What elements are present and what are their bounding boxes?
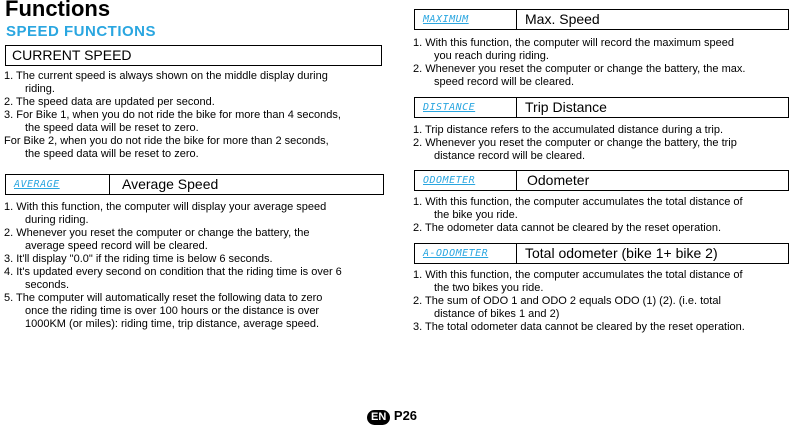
text-line: For Bike 2, when you do not ride the bike for more than 2 seconds,: [4, 135, 329, 147]
text-line: 1. Trip distance refers to the accumulated distance during a trip.: [413, 124, 723, 136]
total-odometer-header-box: [414, 243, 789, 264]
odometer-label: Odometer: [527, 172, 590, 188]
text-line: speed record will be cleared.: [434, 76, 575, 88]
distance-lcd-icon: DISTANCE: [415, 98, 517, 117]
total-odometer-label: Total odometer (bike 1+ bike 2): [525, 245, 718, 261]
text-line: 1. With this function, the computer will record the maximum speed: [413, 37, 734, 49]
trip-distance-header-box: [414, 97, 789, 118]
text-line: 1000KM (or miles): riding time, trip distance, average speed.: [25, 318, 320, 330]
current-speed-label: CURRENT SPEED: [12, 47, 132, 63]
max-speed-label: Max. Speed: [525, 11, 600, 27]
average-speed-header-box: [5, 174, 384, 195]
total-odometer-text: [413, 269, 793, 334]
text-line: 3. It'll display "0.0" if the riding time is below 6 seconds.: [4, 253, 273, 265]
text-line: you reach during riding.: [434, 50, 549, 62]
current-speed-text: [4, 70, 389, 161]
text-line: seconds.: [25, 279, 70, 291]
text-line: 2. Whenever you reset the computer or change the battery, the max.: [413, 63, 746, 75]
text-line: distance of bikes 1 and 2): [434, 308, 560, 320]
text-line: distance record will be cleared.: [434, 150, 586, 162]
text-line: 2. The sum of ODO 1 and ODO 2 equals ODO (1) (2). (i.e. total: [413, 295, 721, 307]
text-line: 1. With this function, the computer accumulates the total distance of: [413, 269, 743, 281]
average-speed-label: Average Speed: [122, 176, 219, 192]
trip-distance-text: [413, 124, 793, 163]
page-number: P26: [393, 408, 418, 423]
text-line: 2. The speed data are updated per second.: [4, 96, 215, 108]
trip-distance-label: Trip Distance: [525, 99, 607, 115]
average-speed-text: [4, 201, 389, 331]
text-line: 3. The total odometer data cannot be cleared by the reset operation.: [413, 321, 745, 333]
text-line: 2. Whenever you reset the computer or change the battery, the trip: [413, 137, 737, 149]
text-line: average speed record will be cleared.: [25, 240, 208, 252]
text-line: the speed data will be reset to zero.: [25, 122, 199, 134]
text-line: the speed data will be reset to zero.: [25, 148, 199, 160]
text-line: 1. With this function, the computer accumulates the total distance of: [413, 196, 743, 208]
text-line: 2. The odometer data cannot be cleared by the reset operation.: [413, 222, 721, 234]
text-line: 5. The computer will automatically reset the following data to zero: [4, 292, 323, 304]
text-line: once the riding time is over 100 hours or the distance is over: [25, 305, 320, 317]
text-line: 4. It's updated every second on condition that the riding time is over 6: [4, 266, 342, 278]
section-subtitle: SPEED FUNCTIONS: [6, 23, 157, 40]
text-line: during riding.: [25, 214, 89, 226]
text-line: 1. The current speed is always shown on the middle display during: [4, 70, 328, 82]
text-line: 2. Whenever you reset the computer or change the battery, the: [4, 227, 310, 239]
maximum-lcd-icon: MAXIMUM: [415, 10, 517, 29]
odometer-lcd-icon: ODOMETER: [415, 171, 517, 190]
language-badge: EN: [367, 410, 390, 425]
page-title: Functions: [5, 0, 111, 21]
average-lcd-icon: AVERAGE: [6, 175, 110, 194]
odometer-text: [413, 196, 793, 235]
text-line: riding.: [25, 83, 55, 95]
page-footer: [367, 408, 417, 425]
text-line: the bike you ride.: [434, 209, 518, 221]
max-speed-header-box: [414, 9, 789, 30]
odometer-header-box: [414, 170, 789, 191]
text-line: 3. For Bike 1, when you do not ride the bike for more than 4 seconds,: [4, 109, 341, 121]
a-odometer-lcd-icon: A-ODOMETER: [415, 244, 517, 263]
current-speed-header-box: [5, 45, 382, 66]
text-line: the two bikes you ride.: [434, 282, 544, 294]
max-speed-text: [413, 37, 793, 89]
text-line: 1. With this function, the computer will display your average speed: [4, 201, 327, 213]
